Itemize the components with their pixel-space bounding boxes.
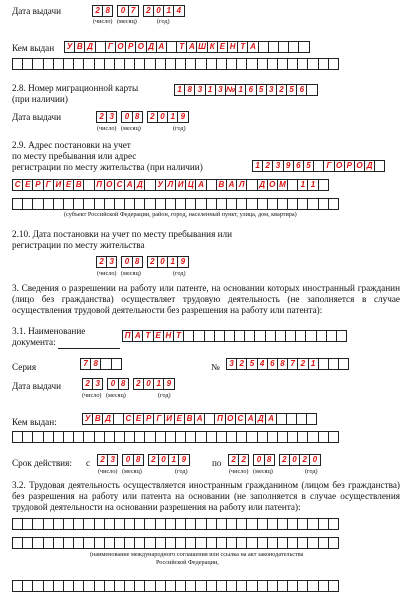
char-cell[interactable]	[328, 518, 339, 530]
char-cell[interactable]: 2	[143, 5, 154, 17]
hint-month: (месяц)	[106, 392, 126, 399]
char-cell[interactable]: П	[94, 179, 105, 191]
char-cell[interactable]: 2	[236, 358, 247, 370]
document-label-underline	[58, 348, 120, 349]
validity-from-label: с	[86, 458, 91, 468]
series-label: Серия	[12, 362, 37, 372]
char-cell[interactable]: 2	[147, 256, 158, 268]
char-cell[interactable]: 3	[106, 256, 117, 268]
char-cell[interactable]: 8	[132, 256, 143, 268]
char-cell[interactable]: 1	[167, 111, 178, 123]
char-cell[interactable]	[328, 537, 339, 549]
hint-year: (год)	[158, 392, 171, 399]
char-cell[interactable]: 9	[177, 256, 188, 268]
stay-address-label-1: 2.9. Адрес постановки на учет	[12, 140, 131, 150]
hint-year: (год)	[305, 468, 318, 475]
char-cell[interactable]: 8	[132, 111, 143, 123]
char-cell[interactable]: 1	[308, 358, 319, 370]
char-cell[interactable]: В	[74, 41, 85, 53]
char-cell[interactable]: 1	[174, 84, 185, 96]
char-cell[interactable]: С	[12, 179, 23, 191]
char-cell[interactable]: 8	[102, 5, 113, 17]
char-cell[interactable]: В	[184, 413, 195, 425]
char-cell[interactable]: Т	[237, 41, 248, 53]
char-cell[interactable]: Д	[257, 179, 268, 191]
char-cell[interactable]: 1	[205, 84, 216, 96]
hint-day: (число)	[97, 125, 117, 132]
char-cell[interactable]: К	[207, 41, 218, 53]
char-cell[interactable]: У	[64, 41, 75, 53]
char-cell[interactable]: Е	[153, 330, 164, 342]
char-cell[interactable]: Е	[133, 413, 144, 425]
char-cell[interactable]: 2	[228, 454, 239, 466]
char-cell[interactable]: В	[73, 179, 84, 191]
registration-date-fields	[96, 256, 189, 268]
char-cell[interactable]: И	[175, 179, 186, 191]
char-cell[interactable]: С	[235, 413, 246, 425]
char-cell[interactable]: Г	[43, 179, 54, 191]
char-cell[interactable]	[328, 431, 339, 443]
char-cell[interactable]: Р	[344, 160, 355, 172]
char-cell[interactable]: 4	[257, 358, 268, 370]
issued-by-line-1[interactable]	[64, 41, 310, 53]
doc-issue-date-label: Дата выдачи	[12, 381, 62, 391]
char-cell[interactable]: О	[115, 41, 126, 53]
char-cell[interactable]: Р	[32, 179, 43, 191]
char-cell[interactable]: Д	[84, 41, 95, 53]
char-cell[interactable]: А	[226, 179, 237, 191]
char-cell[interactable]: 0	[253, 454, 264, 466]
char-cell[interactable]	[328, 58, 339, 70]
char-cell[interactable]: А	[186, 41, 197, 53]
document-name[interactable]	[122, 330, 347, 342]
char-cell[interactable]	[111, 358, 122, 370]
char-cell[interactable]: 1	[252, 160, 263, 172]
char-cell[interactable]: Д	[364, 160, 375, 172]
char-cell[interactable]: О	[104, 179, 115, 191]
hint-day: (число)	[98, 468, 118, 475]
char-cell[interactable]	[338, 358, 349, 370]
char-cell[interactable]: 2	[82, 378, 93, 390]
hint-month: (месяц)	[121, 270, 141, 277]
char-cell[interactable]: 1	[163, 5, 174, 17]
hint-day: (число)	[93, 18, 113, 25]
char-cell[interactable]: А	[156, 41, 167, 53]
hint-day: (число)	[82, 392, 102, 399]
char-cell[interactable]	[336, 330, 347, 342]
char-cell[interactable]: Т	[142, 330, 153, 342]
char-cell[interactable]: 9	[163, 378, 174, 390]
char-cell[interactable]	[328, 580, 339, 592]
doc-issued-by-line-1[interactable]	[82, 413, 317, 425]
doc-issued-by-line-2[interactable]	[12, 431, 339, 443]
char-cell[interactable]: Д	[255, 413, 266, 425]
char-cell[interactable]: 8	[184, 84, 195, 96]
char-cell[interactable]: 3	[194, 84, 205, 96]
stay-address-label-2: по месту пребывания или адрес	[12, 151, 137, 161]
validity-label: Срок действия:	[12, 458, 72, 468]
char-cell[interactable]: 8	[90, 358, 101, 370]
char-cell[interactable]: Г	[105, 41, 116, 53]
char-cell[interactable]: 7	[128, 5, 139, 17]
char-cell[interactable]: Л	[165, 179, 176, 191]
char-cell[interactable]: П	[122, 330, 133, 342]
section-3-heading: 3. Сведения о разрешении на работу или патенте, на основании которых иностранный гражданин (лицо без гражданства) осуществляет трудовую деятельность (не заполняется в случае осуществления трудовой деятельности без разрешения на работу или патента):	[12, 283, 400, 315]
hint-month: (месяц)	[117, 18, 137, 25]
section-3-2-caption-1: (наименование международного соглашения или ссылка на акт законодательства	[90, 551, 304, 558]
issue-date-label: Дата выдачи	[12, 6, 62, 16]
hint-year: (год)	[175, 468, 188, 475]
char-cell[interactable]: Р	[125, 41, 136, 53]
hint-day: (число)	[229, 468, 249, 475]
doc-issue-date-fields	[82, 378, 175, 390]
issue-month	[117, 5, 138, 17]
char-cell[interactable]: С	[114, 179, 125, 191]
char-cell[interactable]: 2	[238, 454, 249, 466]
char-cell[interactable]: А	[132, 330, 143, 342]
char-cell[interactable]: 8	[118, 378, 129, 390]
char-cell[interactable]: Л	[236, 179, 247, 191]
issue-year	[143, 5, 185, 17]
section-3-2-text: 3.2. Трудовая деятельность осуществляется иностранным гражданином (лицом без гражданства) без разрешения на работу или патента на основании (не заполняется в случае осуществления трудовой деятельности на основании разрешения на работу или патента):	[12, 480, 400, 512]
hint-month: (месяц)	[121, 125, 141, 132]
char-cell[interactable]: 3	[92, 378, 103, 390]
series-number[interactable]	[226, 358, 349, 370]
char-cell[interactable]: П	[214, 413, 225, 425]
char-cell[interactable]: 2	[147, 111, 158, 123]
char-cell[interactable]: 3	[107, 454, 118, 466]
char-cell[interactable]: 2	[276, 84, 287, 96]
char-cell[interactable]: 2	[133, 378, 144, 390]
char-cell[interactable]: 2	[96, 256, 107, 268]
char-cell[interactable]: В	[216, 179, 227, 191]
char-cell[interactable]: 9	[178, 454, 189, 466]
migration-card-number[interactable]	[174, 84, 318, 96]
char-cell[interactable]: 8	[264, 454, 275, 466]
char-cell[interactable]: 1	[168, 454, 179, 466]
registration-date-label-2: регистрации по месту жительства	[12, 240, 145, 250]
char-cell[interactable]: Р	[143, 413, 154, 425]
char-cell[interactable]: 3	[272, 160, 283, 172]
char-cell[interactable]: 9	[283, 160, 294, 172]
char-cell[interactable]: 6	[245, 84, 256, 96]
char-cell[interactable]: М	[277, 179, 288, 191]
hint-year: (год)	[173, 270, 186, 277]
registration-date-label-1: 2.10. Дата постановки на учет по месту пребывания или	[12, 229, 233, 239]
char-cell[interactable]: Д	[146, 41, 157, 53]
section-3-2-line-1[interactable]	[12, 518, 339, 530]
char-cell[interactable]: 4	[173, 5, 184, 17]
char-cell[interactable]	[328, 198, 339, 210]
char-cell[interactable]: О	[354, 160, 365, 172]
char-cell[interactable]: 0	[309, 454, 320, 466]
char-cell[interactable]: 0	[158, 454, 169, 466]
char-cell[interactable]: Е	[217, 41, 228, 53]
char-cell[interactable]: 6	[293, 160, 304, 172]
char-cell[interactable]: О	[334, 160, 345, 172]
stay-address-line-2[interactable]	[12, 179, 329, 191]
char-cell[interactable]: Н	[163, 330, 174, 342]
document-label-2: документа:	[12, 337, 56, 347]
stay-address-label-3: регистрации по месту жительства (при наличии)	[12, 162, 203, 172]
hint-day: (число)	[97, 270, 117, 277]
char-cell[interactable]: 9	[177, 111, 188, 123]
char-cell[interactable]: Г	[323, 160, 334, 172]
char-cell[interactable]: Ш	[198, 42, 206, 51]
char-cell[interactable]: 3	[106, 111, 117, 123]
char-cell[interactable]: 2	[297, 358, 308, 370]
validity-to-fields	[228, 454, 321, 466]
migration-card-label: 2.8. Номер миграционной карты	[12, 83, 139, 93]
char-cell[interactable]: 8	[133, 454, 144, 466]
char-cell[interactable]: 0	[289, 454, 300, 466]
char-cell[interactable]: 0	[107, 378, 118, 390]
char-cell[interactable]: А	[195, 179, 206, 191]
series-value[interactable]	[80, 358, 122, 370]
char-cell[interactable]: 0	[153, 5, 164, 17]
char-cell[interactable]	[318, 179, 329, 191]
char-cell[interactable]: Е	[174, 413, 185, 425]
char-cell[interactable]: Н	[227, 41, 238, 53]
char-cell[interactable]: 1	[167, 256, 178, 268]
char-cell[interactable]: Е	[22, 179, 33, 191]
char-cell[interactable]: 2	[97, 454, 108, 466]
char-cell[interactable]: А	[124, 179, 135, 191]
char-cell[interactable]: 7	[287, 358, 298, 370]
char-cell[interactable]: А	[194, 413, 205, 425]
char-cell[interactable]: 2	[262, 160, 273, 172]
char-cell[interactable]: №	[225, 85, 236, 94]
char-cell[interactable]: 3	[226, 358, 237, 370]
validity-from-fields	[97, 454, 190, 466]
char-cell[interactable]: 2	[279, 454, 290, 466]
char-cell[interactable]: 5	[246, 358, 257, 370]
hint-month: (месяц)	[253, 468, 273, 475]
number-label: №	[211, 362, 220, 372]
migration-card-label-2: (при наличии)	[12, 94, 68, 104]
char-cell[interactable]: Е	[63, 179, 74, 191]
char-cell[interactable]: Т	[176, 41, 187, 53]
char-cell[interactable]: 3	[266, 84, 277, 96]
section-3-2-caption-2: Российской Федерации,	[156, 559, 219, 566]
char-cell[interactable]: 0	[157, 256, 168, 268]
hint-month: (месяц)	[122, 468, 142, 475]
char-cell[interactable]: 6	[267, 358, 278, 370]
section-3-2-line-2[interactable]	[12, 537, 339, 549]
char-cell[interactable]: 0	[121, 111, 132, 123]
char-cell[interactable]: И	[164, 413, 175, 425]
migration-date-fields	[96, 111, 189, 123]
char-cell[interactable]: У	[82, 413, 93, 425]
migration-date-label: Дата выдачи	[12, 112, 62, 122]
char-cell[interactable]: 1	[153, 378, 164, 390]
issued-by-label: Кем выдан	[12, 43, 55, 53]
stay-address-line-3[interactable]	[12, 198, 339, 210]
char-cell[interactable]: А	[265, 413, 276, 425]
char-cell[interactable]: 8	[277, 358, 288, 370]
char-cell[interactable]: И	[53, 179, 64, 191]
char-cell[interactable]: 0	[143, 378, 154, 390]
char-cell[interactable]: 7	[80, 358, 91, 370]
char-cell[interactable]: 2	[299, 454, 310, 466]
char-cell[interactable]: 6	[296, 84, 307, 96]
char-cell[interactable]: Т	[173, 330, 184, 342]
char-cell[interactable]	[298, 41, 309, 53]
char-cell[interactable]: 5	[256, 84, 267, 96]
char-cell[interactable]: 0	[121, 256, 132, 268]
char-cell[interactable]: А	[247, 41, 258, 53]
char-cell[interactable]: 5	[303, 160, 314, 172]
issue-day	[92, 5, 113, 17]
char-cell[interactable]: А	[245, 413, 256, 425]
char-cell[interactable]: У	[155, 179, 166, 191]
char-cell[interactable]: 5	[286, 84, 297, 96]
char-cell[interactable]: 1	[307, 179, 318, 191]
issued-by-line-2[interactable]	[12, 58, 339, 70]
validity-to-label: по	[212, 458, 222, 468]
char-cell[interactable]: Д	[102, 413, 113, 425]
char-cell[interactable]: Д	[134, 179, 145, 191]
char-cell[interactable]: 2	[148, 454, 159, 466]
section-3-2-line-3[interactable]	[12, 580, 339, 592]
char-cell[interactable]: С	[123, 413, 134, 425]
char-cell[interactable]: 0	[122, 454, 133, 466]
char-cell[interactable]: Ц	[185, 179, 196, 191]
char-cell[interactable]: О	[267, 179, 278, 191]
char-cell[interactable]: 1	[235, 84, 246, 96]
char-cell[interactable]	[306, 84, 317, 96]
char-cell[interactable]: 0	[117, 5, 128, 17]
stay-address-line-1[interactable]	[252, 160, 385, 172]
hint-year: (год)	[157, 18, 170, 25]
char-cell[interactable]: Г	[153, 413, 164, 425]
hint-year: (год)	[173, 125, 186, 132]
char-cell[interactable]: В	[92, 413, 103, 425]
char-cell[interactable]: 2	[92, 5, 103, 17]
document-label-1: 3.1. Наименование	[12, 326, 86, 336]
stay-address-caption: (субъект Российской Федерации, район, город, населенный пункт, улица, дом, квартира)	[64, 211, 297, 218]
char-cell[interactable]	[374, 160, 385, 172]
issue-date-fields	[92, 5, 185, 17]
char-cell[interactable]	[306, 413, 317, 425]
char-cell[interactable]: О	[135, 41, 146, 53]
char-cell[interactable]: 1	[297, 179, 308, 191]
char-cell[interactable]: 0	[157, 111, 168, 123]
char-cell[interactable]: 2	[96, 111, 107, 123]
char-cell[interactable]: О	[225, 413, 236, 425]
char-cell[interactable]: 3	[215, 84, 226, 96]
doc-issued-by-label: Кем выдан:	[12, 417, 57, 427]
